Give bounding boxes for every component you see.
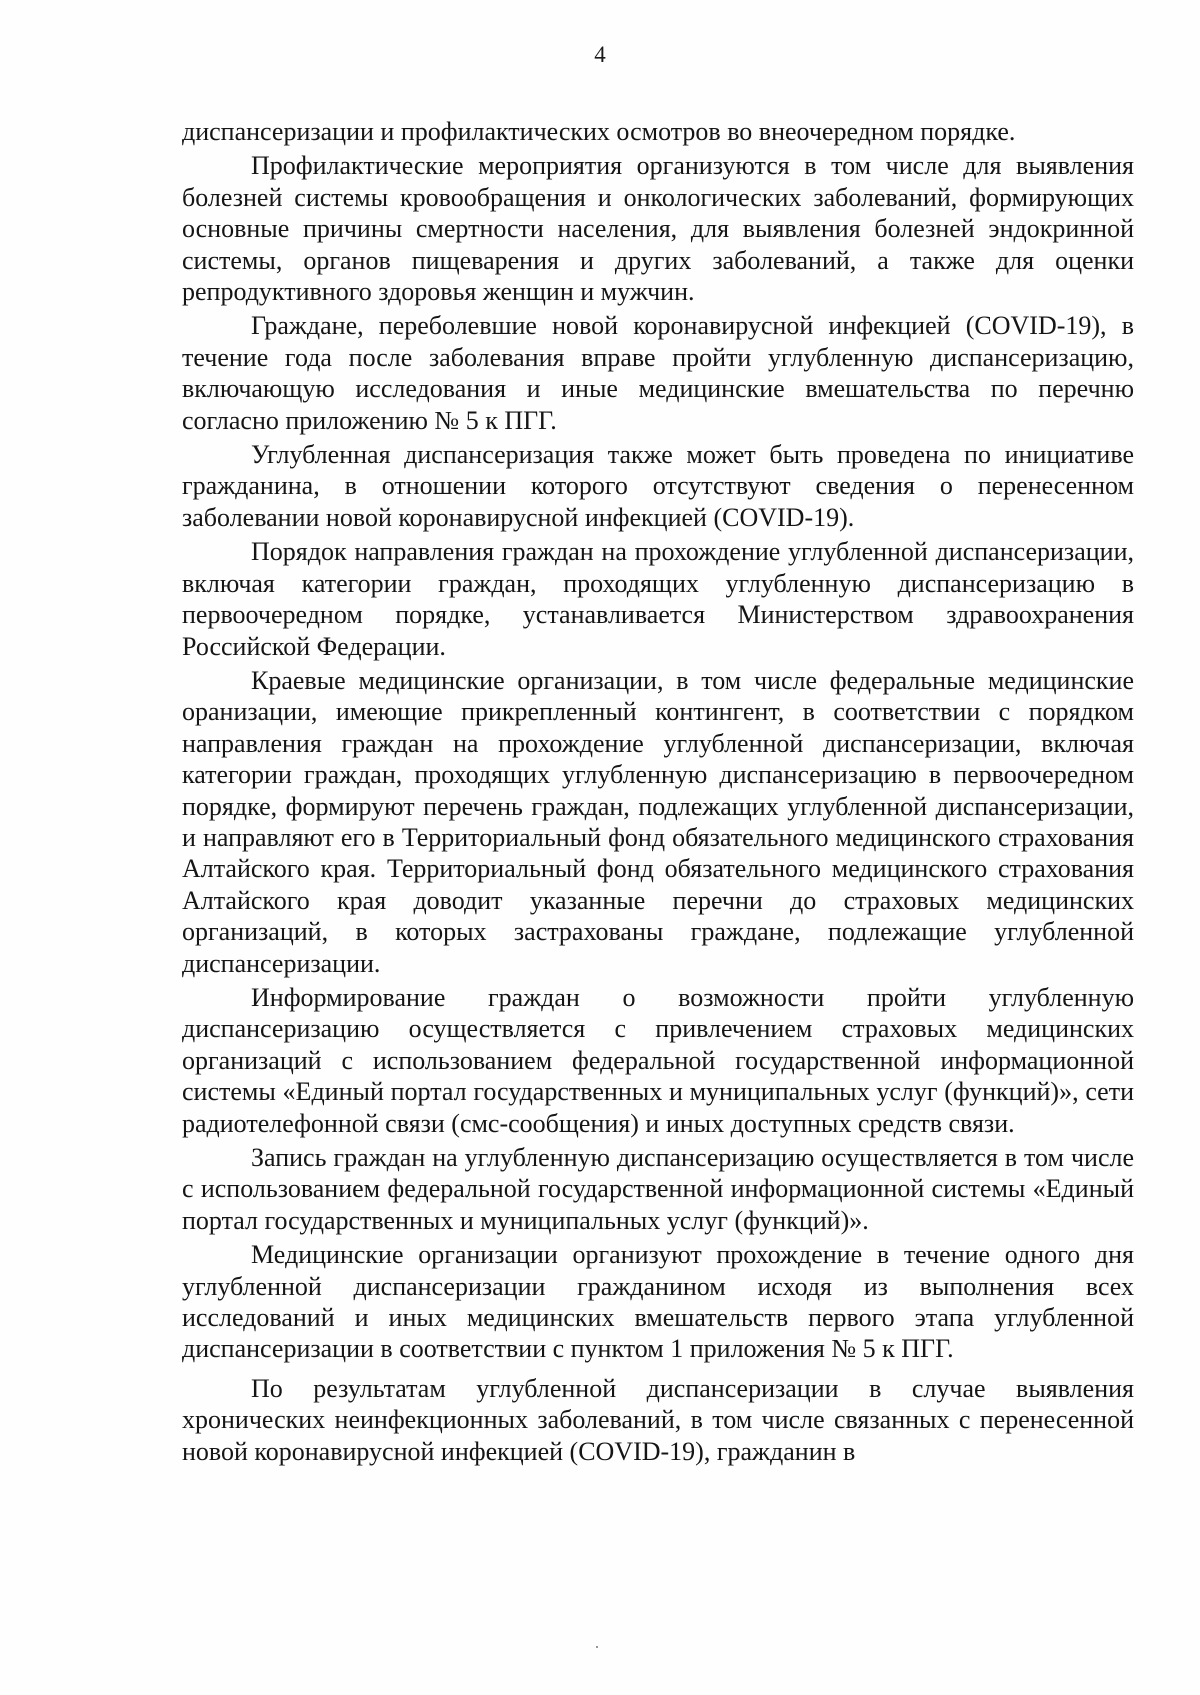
paragraph-regional-organizations: Краевые медицинские организации, в том числе федеральные медицинские оранизации, имеющие прикрепленный контингент, в соответствии с порядком направления граждан на прохождение углубленной диспансеризации, включая категории граждан, проходящих углубленную диспансеризацию в первоочередном порядке, формируют перечень граждан, подлежащих углубленной диспансеризации, и направляют его в Территориальный фонд обязательного медицинского страхования Алтайского края. Территориальный фонд обязательного медицинского страхования Алтайского края доводит указанные перечни до страховых медицинских организаций, в которых застрахованы граждане, подлежащие углубленной диспансеризации. <box>182 665 1134 978</box>
paragraph-one-day-examination: Медицинские организации организуют прохождение в течение одного дня углубленной диспансеризации гражданином исходя из выполнения всех исследований и иных медицинских вмешательств первого этапа углубленной диспансеризации в соответствии с пунктом 1 приложения № 5 к ПГГ. <box>182 1240 1134 1364</box>
page-number: 4 <box>594 42 606 67</box>
scan-speck <box>596 1646 598 1648</box>
paragraph-referral-procedure: Порядок направления граждан на прохождение углубленной диспансеризации, включая категории граждан, проходящих углубленную диспансеризацию в первоочередном порядке, устанавливается Министерством здравоохранения Российской Федерации. <box>182 537 1134 661</box>
paragraph-results: По результатам углубленной диспансеризации в случае выявления хронических неинфекционных заболеваний, в том числе связанных с перенесенной новой коронавирусной инфекцией (COVID-19), гражданин в <box>182 1373 1134 1466</box>
paragraph-appointment-booking: Запись граждан на углубленную диспансеризацию осуществляется в том числе с использованием федеральной государственной информационной системы «Единый портал государственных и муниципальных услуг (функций)». <box>182 1143 1134 1235</box>
paragraph-preventive-measures: Профилактические мероприятия организуются в том числе для выявления болезней системы кровообращения и онкологических заболеваний, формирующих основные причины смертности населения, для выявления болезней эндокринной системы, органов пищеварения и других заболеваний, а также для оценки репродуктивного здоровья женщин и мужчин. <box>182 151 1134 307</box>
document-body <box>182 116 1134 1467</box>
paragraph-informing-citizens: Информирование граждан о возможности пройти углубленную диспансеризацию осуществляется с привлечением страховых медицинских организаций с использованием федеральной государственной информационной системы «Единый портал государственных и муниципальных услуг (функций)», сети радиотелефонной связи (смс-сообщения) и иных доступных средств связи. <box>182 982 1134 1138</box>
paragraph-covid-recovered: Граждане, переболевшие новой коронавирусной инфекцией (COVID-19), в течение года после заболевания вправе пройти углубленную диспансеризацию, включающую исследования и иные медицинские вмешательства по перечню согласно приложению № 5 к ПГГ. <box>182 311 1134 435</box>
paragraph-citizen-initiative: Углубленная диспансеризация также может быть проведена по инициативе гражданина, в отношении которого отсутствуют сведения о перенесенном заболевании новой коронавирусной инфекцией (COVID-19). <box>182 440 1134 532</box>
paragraph-continuation: диспансеризации и профилактических осмотров во внеочередном порядке. <box>182 117 1016 146</box>
